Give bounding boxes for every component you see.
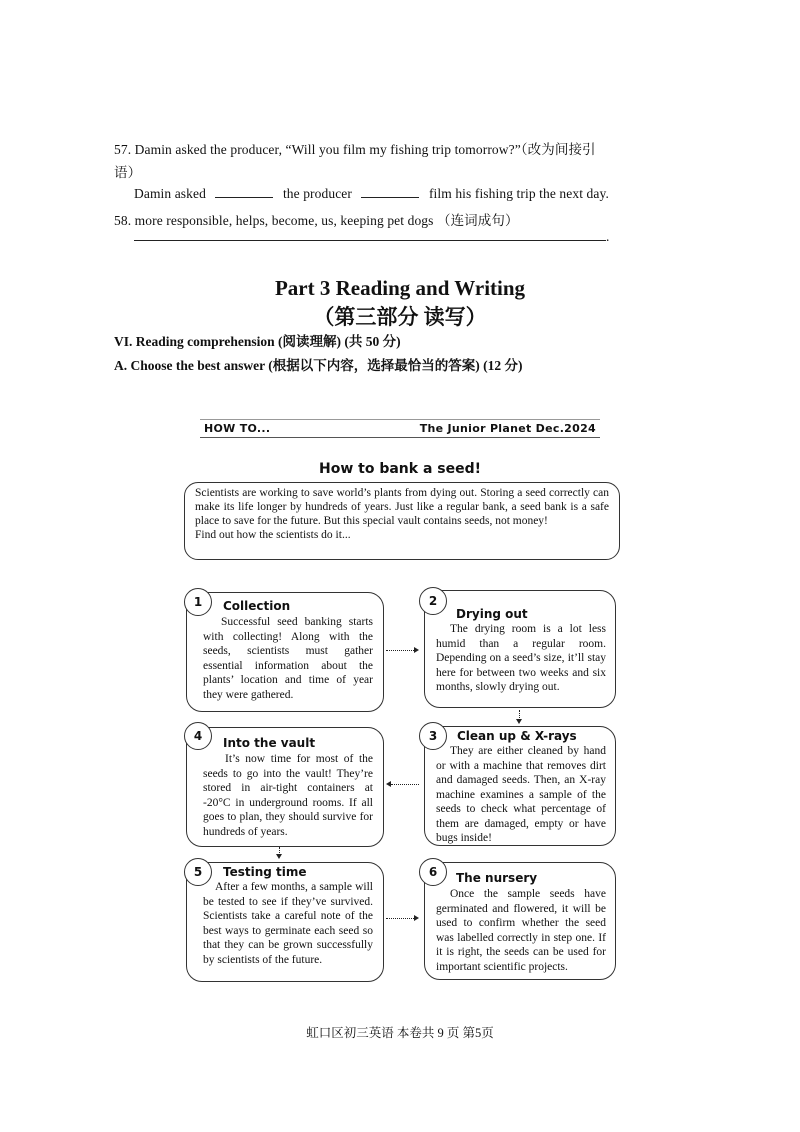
arrow-5-to-6-head <box>414 915 419 921</box>
article-intro-text: Scientists are working to save world’s plants from dying out. Storing a seed correctly can make its life longer by hundreds of years. Just like a regular bank, a seed bank is a safe place to save for the future. But this special vault contains seeds, not money! <box>195 487 609 527</box>
section-heading-a: A. Choose the best answer (根据以下内容，选择最恰当的答案) (12 分) <box>114 358 523 373</box>
step-2-text: The drying room is a lot less humid than a regular room. Depending on a seed’s size, it’ll stay here for between two weeks and six months, slowly drying out. <box>436 623 606 693</box>
step-2-box <box>424 590 616 708</box>
part-subtitle: （第三部分 读写） <box>313 305 487 329</box>
arrow-1-to-2-line <box>386 650 414 651</box>
step-2-title: Drying out <box>456 607 528 621</box>
arrow-1-to-2-head <box>414 647 419 653</box>
article-header-bar <box>200 419 600 438</box>
question-57-prompt <box>114 138 694 158</box>
arrow-4-to-5-head <box>276 854 282 859</box>
q57-answer-part-c: film his fishing trip the next day. <box>428 186 609 201</box>
question-58-prompt: 58. more responsible, helps, become, us, keeping pet dogs （连词成句） <box>114 213 519 228</box>
q58-period: . <box>606 229 610 244</box>
step-4-box <box>186 727 384 847</box>
step-3-number: 3 <box>419 722 447 750</box>
step-5-text: After a few months, a sample will be tested to see if they’ve survived. Scientists take a careful note of the best ways to germinate each seed so that they can be grown successfully by scientists of the future. <box>203 881 373 966</box>
step-6-box <box>424 862 616 980</box>
step-4-number: 4 <box>184 722 212 750</box>
step-1-text: Successful seed banking starts with collecting! Along with the seeds, scientists must gather essential information about the plants’ location and time of year they were gathered. <box>203 616 373 701</box>
step-2-number: 2 <box>419 587 447 615</box>
part-title: Part 3 Reading and Writing <box>274 276 526 300</box>
article-header-right: The Junior Planet Dec.2024 <box>419 422 596 435</box>
page-footer: 虹口区初三英语 本卷共 9 页 第5页 <box>306 1026 494 1040</box>
step-1-number: 1 <box>184 588 212 616</box>
step-5-box <box>186 862 384 982</box>
q57-answer-part-b: the producer <box>282 186 352 201</box>
step-3-box <box>424 726 616 846</box>
step-3-text: They are either cleaned by hand or with a machine that removes dirt and damaged seeds. Then, an X-ray machine examines a sample of the seeds to check what percentage of them are damaged, empty or have bugs inside! <box>436 745 606 844</box>
question-57-answer-line <box>134 185 609 202</box>
article-intro-box <box>184 482 620 560</box>
arrow-3-to-4-line <box>391 784 419 785</box>
step-6-text: Once the sample seeds have germinated and flowered, it will be used to confirm whether the seed was labelled correctly in step one. If it is right, the seeds can be used for important scientific projects. <box>436 888 606 973</box>
q57-blank-2[interactable] <box>361 185 419 198</box>
article-intro-last: Find out how the scientists do it... <box>195 529 351 541</box>
step-6-title: The nursery <box>456 871 538 885</box>
step-6-number: 6 <box>419 858 447 886</box>
step-5-number: 5 <box>184 858 212 886</box>
step-1-box <box>186 592 384 712</box>
question-57-line1: 57. Damin asked the producer, “Will you film my fishing trip tomorrow?”（改为间接引 <box>114 142 596 157</box>
article-title: How to bank a seed! <box>319 461 481 477</box>
step-4-text: It’s now time for most of the seeds to go into the vault! They’re stored in air-tight containers at -20°C in underground rooms. If all goes to plan, they should survive for hundreds of years. <box>203 753 373 838</box>
arrow-5-to-6-line <box>386 918 414 919</box>
question-58-answer-line <box>134 228 609 245</box>
step-5-title: Testing time <box>223 865 307 879</box>
step-3-title: Clean up & X-rays <box>457 729 577 743</box>
step-4-title: Into the vault <box>223 736 316 750</box>
arrow-2-to-3-head <box>516 719 522 724</box>
question-57-prompt-cont: 语） <box>114 165 142 180</box>
q58-blank[interactable] <box>134 228 606 241</box>
q57-blank-1[interactable] <box>215 185 273 198</box>
q57-answer-part-a: Damin asked <box>134 186 206 201</box>
section-heading-vi: VI. Reading comprehension (阅读理解) (共 50 分) <box>114 334 401 349</box>
step-1-title: Collection <box>223 599 291 613</box>
article-header-left: HOW TO... <box>204 422 271 435</box>
